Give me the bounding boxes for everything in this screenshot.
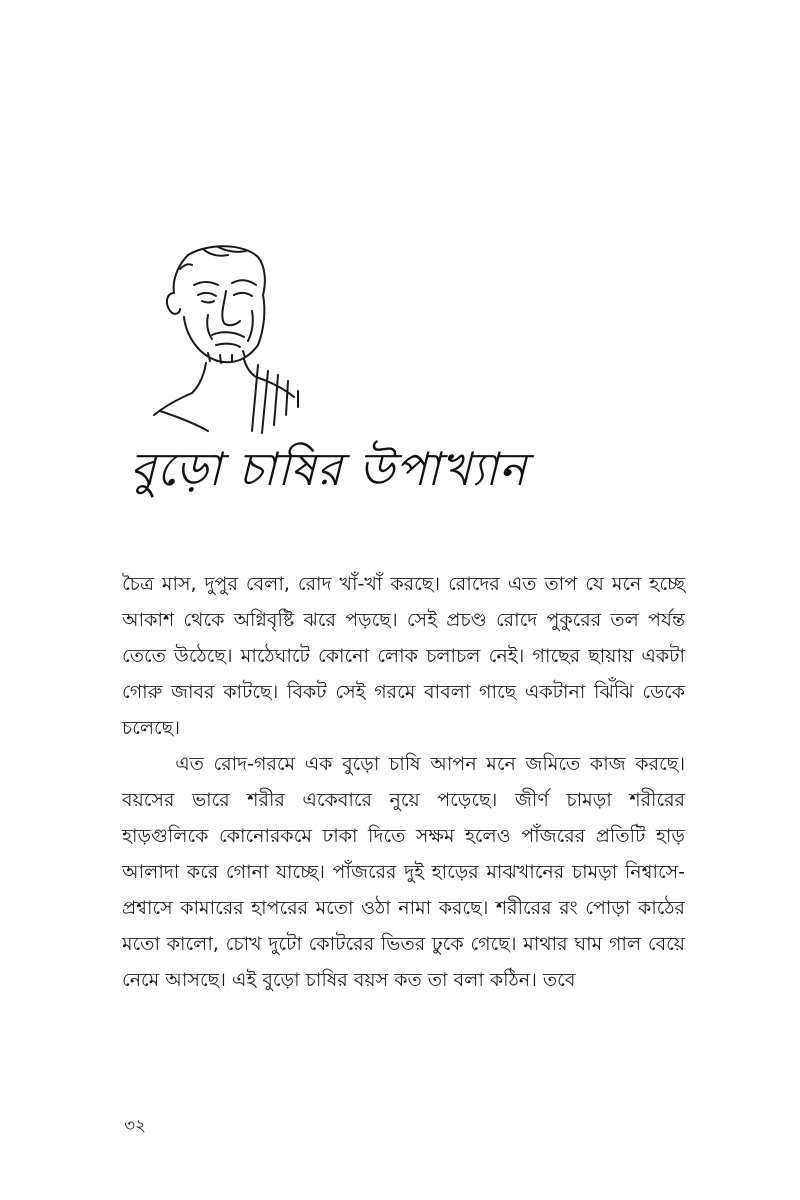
old-farmer-sketch-icon: [148, 235, 328, 435]
chapter-body: [122, 566, 685, 998]
chapter-title: বুড়ো চাষির উপাখ্যান: [130, 442, 528, 496]
page-number: ৩২: [124, 1116, 147, 1136]
paragraph: এত রোদ-গরমে এক বুড়ো চাষি আপন মনে জমিতে কাজ করছে। বয়সের ভারে শরীর একেবারে নুয়ে পড়েছে। জীর্ণ চামড়া শরীরের হাড়গুলিকে কোনোরকমে ঢাকা দিতে সক্ষম হলেও পাঁজরের প্রতিটি হাড় আলাদা করে গোনা যাচ্ছে। পাঁজরের দুই হাড়ের মাঝখানের চামড়া নিশ্বাসে-প্রশ্বাসে কামারের হাপরের মতো ওঠা নামা করছে। শরীরের রং পোড়া কাঠের মতো কালো, চোখ দুটো কোটরের ভিতর ঢুকে গেছে। মাথার ঘাম গাল বেয়ে নেমে আসছে। এই বুড়ো চাষির বয়স কত তা বলা কঠিন। তবে: [122, 753, 685, 991]
paragraph: চৈত্র মাস, দুপুর বেলা, রোদ খাঁ-খাঁ করছে। রোদের এত তাপ যে মনে হচ্ছে আকাশ থেকে অগ্নিবৃষ্টি ঝরে পড়ছে। সেই প্রচণ্ড রোদে পুকুরের তল পর্যন্ত তেতে উঠেছে। মাঠেঘাটে কোনো লোক চলাচল নেই। গাছের ছায়ায় একটা গোরু জাবর কাটছে। বিকট সেই গরমে বাবলা গাছে একটানা ঝিঁঝি ডেকে চলেছে।: [122, 573, 685, 739]
